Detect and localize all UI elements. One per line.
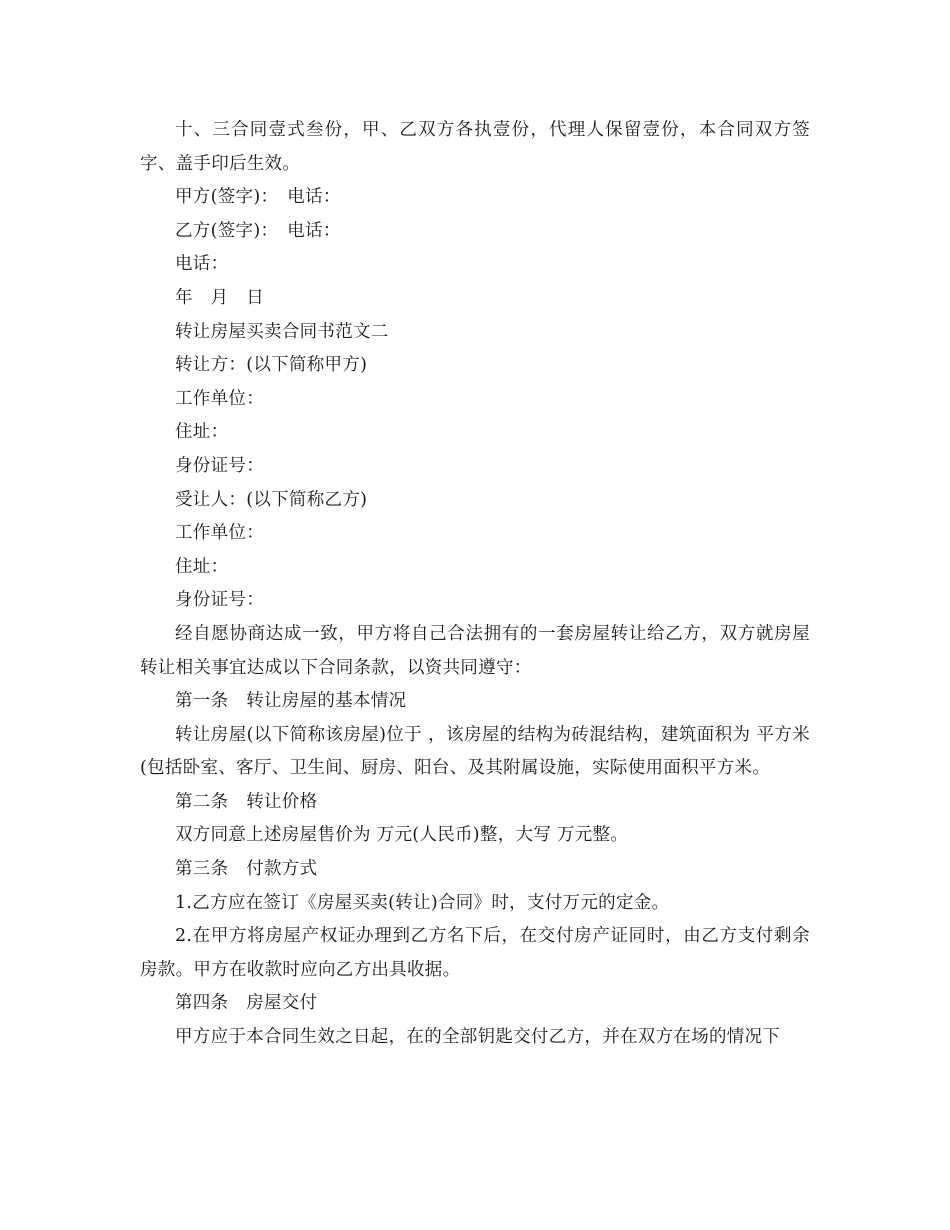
paragraph-transferee-address: 住址： [175,556,229,577]
paragraph-transferor-id: 身份证号： [175,455,264,476]
paragraph-party-a-signature: 甲方(签字)： 电话： [175,187,341,208]
paragraph-article-1-heading: 第一条 转让房屋的基本情况 [175,691,407,712]
paragraph-transferee-id: 身份证号： [175,590,264,611]
paragraph-transferor-employer: 工作单位： [175,388,264,409]
paragraph-contract-copies: 十、三合同壹式叁份，甲、乙双方各执壹份，代理人保留壹份，本合同双方签字、盖手印后生效。 [140,120,810,174]
paragraph-transferee: 受让人：(以下简称乙方) [175,489,368,510]
paragraph-sample-title: 转让房屋买卖合同书范文二 [175,321,389,342]
paragraph-transferor: 转让方：(以下简称甲方) [175,355,368,376]
paragraph-article-2-heading: 第二条 转让价格 [175,791,318,812]
paragraph-date: 年 月 日 [175,287,264,308]
paragraph-article-4-body: 甲方应于本合同生效之日起，在的全部钥匙交付乙方，并在双方在场的情况下 [175,1027,781,1048]
paragraph-transferor-address: 住址： [175,422,229,443]
paragraph-preamble: 经自愿协商达成一致，甲方将自己合法拥有的一套房屋转让给乙方，双方就房屋转让相关事宜达成以下合同条款，以资共同遵守： [140,623,810,678]
paragraph-transferee-employer: 工作单位： [175,523,264,544]
paragraph-article-2-body: 双方同意上述房屋售价为 万元(人民币)整，大写 万元整。 [175,825,629,846]
paragraph-article-3-item-2: 2.在甲方将房屋产权证办理到乙方名下后，在交付房产证同时，由乙方支付剩余房款。甲方在收款时应向乙方出具收据。 [140,926,810,980]
paragraph-phone: 电话： [175,254,229,275]
paragraph-article-3-item-1: 1.乙方应在签订《房屋买卖(转让)合同》时，支付万元的定金。 [175,892,670,913]
paragraph-article-3-heading: 第三条 付款方式 [175,859,318,880]
paragraph-party-b-signature: 乙方(签字)： 电话： [175,220,341,241]
paragraph-article-1-body: 转让房屋(以下简称该房屋)位于 ，该房屋的结构为砖混结构，建筑面积为 平方米(包括卧室、客厅、卫生间、厨房、阳台、及其附属设施，实际使用面积平方米。 [140,724,810,779]
paragraph-article-4-heading: 第四条 房屋交付 [175,993,318,1014]
